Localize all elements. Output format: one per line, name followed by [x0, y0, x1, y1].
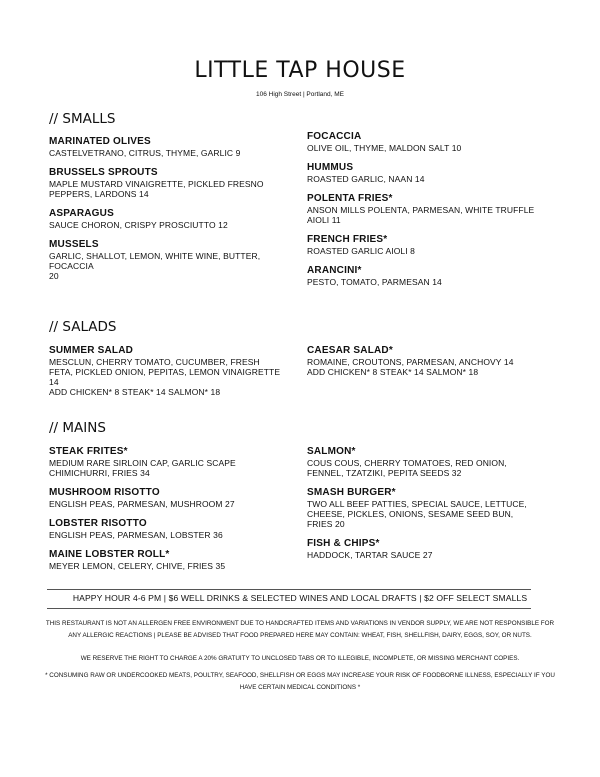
menu-item-mussels [49, 239, 281, 281]
menu-item-focaccia [307, 131, 539, 153]
item-name: FRENCH FRIES* [307, 234, 388, 245]
menu-item-polenta-fries [307, 193, 539, 225]
menu-item-summer-salad [49, 345, 281, 397]
menu-item-salmon [307, 446, 539, 478]
item-description: ROASTED GARLIC, NAAN 14 [307, 174, 425, 184]
item-name: CAESAR SALAD* [307, 345, 393, 356]
item-name: ASPARAGUS [49, 208, 114, 219]
item-name: SALMON* [307, 446, 356, 457]
restaurant-title: LITTLE TAP HOUSE [194, 58, 406, 83]
item-description: COUS COUS, CHERRY TOMATOES, RED ONION, FENNEL, TZATZIKI, PEPITA SEEDS 32 [307, 458, 507, 478]
salads-left-column [49, 345, 281, 406]
consumption-warning: * CONSUMING RAW OR UNDERCOOKED MEATS, POULTRY, SEAFOOD, SHELLFISH OR EGGS MAY INCREASE YOUR RISK OF FOODBORNE ILLNESS, ESPECIALLY IF YOU HAVE CERTAIN MEDICAL CONDITIONS * [45, 672, 555, 691]
menu-item-caesar-salad [307, 345, 539, 377]
item-add-ons: ADD CHICKEN* 8 STEAK* 14 SALMON* 18 [307, 367, 479, 377]
item-name: SMASH BURGER* [307, 487, 396, 498]
happy-hour-bottom-rule [47, 608, 531, 609]
item-description: SAUCE CHORON, CRISPY PROSCIUTTO 12 [49, 220, 228, 230]
gratuity-notice: WE RESERVE THE RIGHT TO CHARGE A 20% GRATUITY TO UNCLOSED TABS OR TO ILLEGIBLE, INCOMPLETE, OR MISSING MERCHANT COPIES. [80, 655, 520, 662]
item-description: ROMAINE, CROUTONS, PARMESAN, ANCHOVY 14 [307, 357, 514, 367]
section-heading-mains: // MAINS [49, 420, 106, 436]
item-name: BRUSSELS SPROUTS [49, 167, 158, 178]
item-name: MARINATED OLIVES [49, 136, 151, 147]
section-heading-salads: // SALADS [49, 319, 117, 335]
item-name: FISH & CHIPS* [307, 538, 380, 549]
item-name: LOBSTER RISOTTO [49, 518, 147, 529]
item-name: SUMMER SALAD [49, 345, 134, 356]
happy-hour-top-rule [47, 589, 531, 590]
item-description: HADDOCK, TARTAR SAUCE 27 [307, 550, 433, 560]
item-description: ENGLISH PEAS, PARMESAN, MUSHROOM 27 [49, 499, 235, 509]
item-add-ons: ADD CHICKEN* 8 STEAK* 14 SALMON* 18 [49, 387, 221, 397]
menu-item-mushroom-risotto [49, 487, 281, 509]
mains-left-column [49, 446, 281, 580]
item-name: STEAK FRITES* [49, 446, 128, 457]
menu-item-marinated-olives [49, 136, 281, 158]
menu-item-smash-burger [307, 487, 539, 529]
item-name: FOCACCIA [307, 131, 362, 142]
menu-item-brussels-sprouts [49, 167, 281, 199]
menu-item-maine-lobster-roll [49, 549, 281, 571]
item-description: MESCLUN, CHERRY TOMATO, CUCUMBER, FRESH FETA, PICKLED ONION, PEPITAS, LEMON VINAIGRETTE 14 [49, 357, 281, 387]
item-description: ENGLISH PEAS, PARMESAN, LOBSTER 36 [49, 530, 223, 540]
item-name: MUSHROOM RISOTTO [49, 487, 160, 498]
item-name: MUSSELS [49, 239, 99, 250]
item-name: MAINE LOBSTER ROLL* [49, 549, 170, 560]
salads-right-column [307, 345, 539, 386]
menu-item-lobster-risotto [49, 518, 281, 540]
item-name: POLENTA FRIES* [307, 193, 393, 204]
item-description: CASTELVETRANO, CITRUS, THYME, GARLIC 9 [49, 148, 241, 158]
menu-item-hummus [307, 162, 539, 184]
item-description: OLIVE OIL, THYME, MALDON SALT 10 [307, 143, 462, 153]
item-description: ANSON MILLS POLENTA, PARMESAN, WHITE TRUFFLE AIOLI 11 [307, 205, 535, 225]
item-description: TWO ALL BEEF PATTIES, SPECIAL SAUCE, LETTUCE, CHEESE, PICKLES, ONIONS, SESAME SEED BUN, FRIES 20 [307, 499, 527, 529]
item-description: ROASTED GARLIC AIOLI 8 [307, 246, 416, 256]
item-name: HUMMUS [307, 162, 354, 173]
restaurant-address: 106 High Street | Portland, ME [255, 91, 345, 98]
item-price: 20 [49, 271, 59, 281]
item-description: GARLIC, SHALLOT, LEMON, WHITE WINE, BUTTER, FOCACCIA [49, 251, 261, 271]
item-description: MAPLE MUSTARD VINAIGRETTE, PICKLED FRESNO PEPPERS, LARDONS 14 [49, 179, 264, 199]
item-name: ARANCINI* [307, 265, 362, 276]
menu-item-arancini [307, 265, 539, 287]
menu-item-french-fries [307, 234, 539, 256]
item-description: PESTO, TOMATO, PARMESAN 14 [307, 277, 442, 287]
allergen-notice: THIS RESTAURANT IS NOT AN ALLERGEN FREE ENVIRONMENT DUE TO HANDCRAFTED ITEMS AND VARIATIONS IN VENDOR SUPPLY, WE ARE NOT RESPONSIBLE FOR ANY ALLERGIC REACTIONS | PLEASE BE ADVISED THAT FOOD PREPARED HERE MAY CONTAIN: WHEAT, FISH, SHELLFISH, DAIRY, EGGS, SOY, OR NUTS. [45, 620, 555, 639]
mains-right-column [307, 446, 539, 569]
menu-item-asparagus [49, 208, 281, 230]
item-description: MEDIUM RARE SIRLOIN CAP, GARLIC SCAPE CHIMICHURRI, FRIES 34 [49, 458, 236, 478]
menu-item-steak-frites [49, 446, 281, 478]
smalls-right-column [307, 131, 539, 296]
happy-hour-banner: HAPPY HOUR 4-6 PM | $6 WELL DRINKS & SELECTED WINES AND LOCAL DRAFTS | $2 OFF SELECT SMALLS [72, 593, 528, 603]
section-heading-smalls: // SMALLS [49, 111, 116, 127]
menu-item-fish-and-chips [307, 538, 539, 560]
smalls-left-column [49, 136, 281, 290]
item-description: MEYER LEMON, CELERY, CHIVE, FRIES 35 [49, 561, 226, 571]
